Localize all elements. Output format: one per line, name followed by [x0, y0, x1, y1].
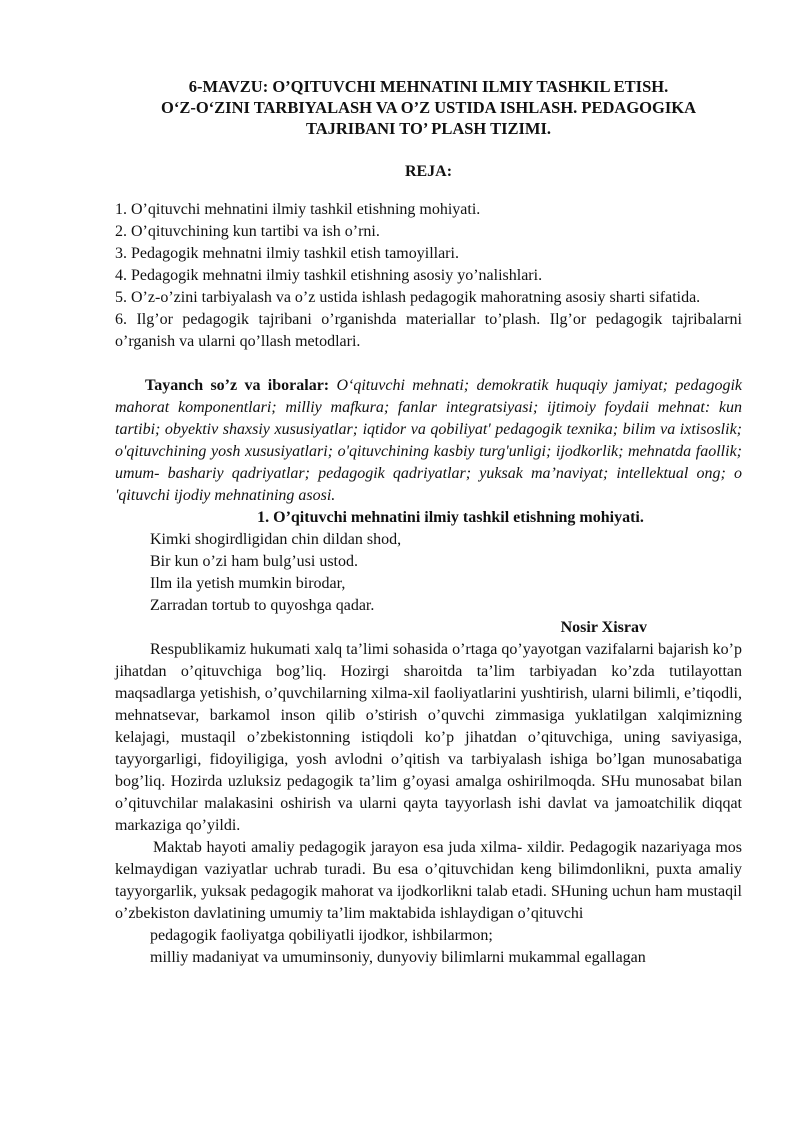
- body-paragraph: Respublikamiz hukumati xalq ta’limi sohasida o’rtaga qo’yayotgan vazifalarni bajarish ko’p jihatdan o’qituvchiga bog’liq. Hozirgi sharoitda ta’lim tarbiyadan ko’zda tutilayottan maqsadlarga yetishish, o’quvchilarning xilma-xil faoliyatlarini yushtirish, ularni bilimli, e’tiqodli, mehnatsevar, barkamol inson qilib o’stirish o’quvchi zimmasiga yuklatilgan xalqimizning kelajagi, mustaqil o’zbekistonning istiqdoli ko’p jihatdan o’qituvchiga, uning saviyasiga, tayyorgarligi, fidoyiligiga, yosh avlodni o’qitish va tarbiyalash ishiga bo’lgan munosabatiga bog’liq. Hozirda uzluksiz pedagogik ta’lim g’oyasi amalga oshirilmoqda. SHu munosabat bilan o’qituvchilar malakasini oshirish va ularni qayta tayyorlash ishi davlat va jamoatchilik diqqat markaziga qo’yildi.: [115, 641, 742, 834]
- poem-line: Kimki shogirdligidan chin dildan shod,: [150, 531, 402, 548]
- plan-item: 6. Ilg’or pedagogik tajribani o’rganishda materiallar to’plash. Ilg’or pedagogik tajribalarni o’rganish va ularni qo’llash metodlari.: [115, 311, 742, 350]
- plan-item: 5. O’z-o’zini tarbiyalash va o’z ustida ishlash pedagogik mahoratning asosiy sharti sifatida.: [115, 289, 701, 306]
- keywords-text: O‘qituvchi mehnati; demokratik huquqiy jamiyat; pedagogik mahorat komponentlari; milliy mafkura; fanlar integratsiyasi; ijtimoiy foydaii mehnat: kun tartibi; obyektiv shaxsiy xususiyatlar; iqtidor va qobiliyat' pedagogik texnika; bilim va ixtisoslik; o'qituvchining yosh xususiyatlari; o'qituvchining kasbiy turg'unligi; ijodkorlik; mehnatda faollik; umum- bashariy qadriyatlar; pedagogik qadriyatlar; yuksak ma’naviyat; intellektual ong; o 'qituvchi ijodiy mehnatining asosi.: [115, 377, 742, 504]
- body-paragraph: Maktab hayoti amaliy pedagogik jarayon esa juda xilma- xildir. Pedagogik nazariyaga mos kelmaydigan vaziyatlar uchrab turadi. Bu esa o’qituvchidan keng bilimdonlikni, puxta amaliy tayyorgarlik, yuksak pedagogik mahorat va ijodkorlikni talab etadi. SHuning uchun ham mustaqil o’zbekiston davlatining umumiy ta’lim maktabida ishlaydigan o’qituvchi: [115, 839, 742, 922]
- epigraph-poem: [115, 529, 742, 617]
- body-line: milliy madaniyat va umuminsoniy, dunyoviy bilimlarni mukammal egallagan: [150, 949, 646, 966]
- plan-heading: REJA:: [404, 163, 453, 180]
- plan-list: [115, 199, 742, 353]
- title-line-2: O‘Z-O‘ZINI TARBIYALASH VA O’Z USTIDA ISHLASH. PEDAGOGIKA: [160, 98, 696, 117]
- keywords-paragraph: [115, 375, 742, 507]
- page-title: [115, 76, 742, 139]
- poem-line: Bir kun o’zi ham bulg’usi ustod.: [150, 553, 358, 570]
- plan-item: 4. Pedagogik mehnatni ilmiy tashkil etishning asosiy yo’nalishlari.: [115, 267, 543, 284]
- poem-line: Ilm ila yetish mumkin birodar,: [150, 575, 346, 592]
- plan-item: 1. O’qituvchi mehnatini ilmiy tashkil etishning mohiyati.: [115, 201, 481, 218]
- section-heading: 1. O’qituvchi mehnatini ilmiy tashkil etishning mohiyati.: [257, 509, 644, 526]
- title-line-1: 6-MAVZU: O’QITUVCHI MEHNATINI ILMIY TASHKIL ETISH.: [188, 77, 669, 96]
- poem-author: Nosir Xisrav: [560, 619, 647, 636]
- poem-line: Zarradan tortub to quyoshga qadar.: [150, 597, 375, 614]
- body-line: pedagogik faoliyatga qobiliyatli ijodkor, ishbilarmon;: [150, 927, 493, 944]
- plan-item: 3. Pedagogik mehnatni ilmiy tashkil etish tamoyillari.: [115, 245, 459, 262]
- keywords-label: Tayanch so’z va iboralar:: [145, 377, 330, 394]
- plan-item: 2. O’qituvchining kun tartibi va ish o’rni.: [115, 223, 380, 240]
- title-line-3: TAJRIBANI TO’ PLASH TIZIMI.: [305, 119, 552, 138]
